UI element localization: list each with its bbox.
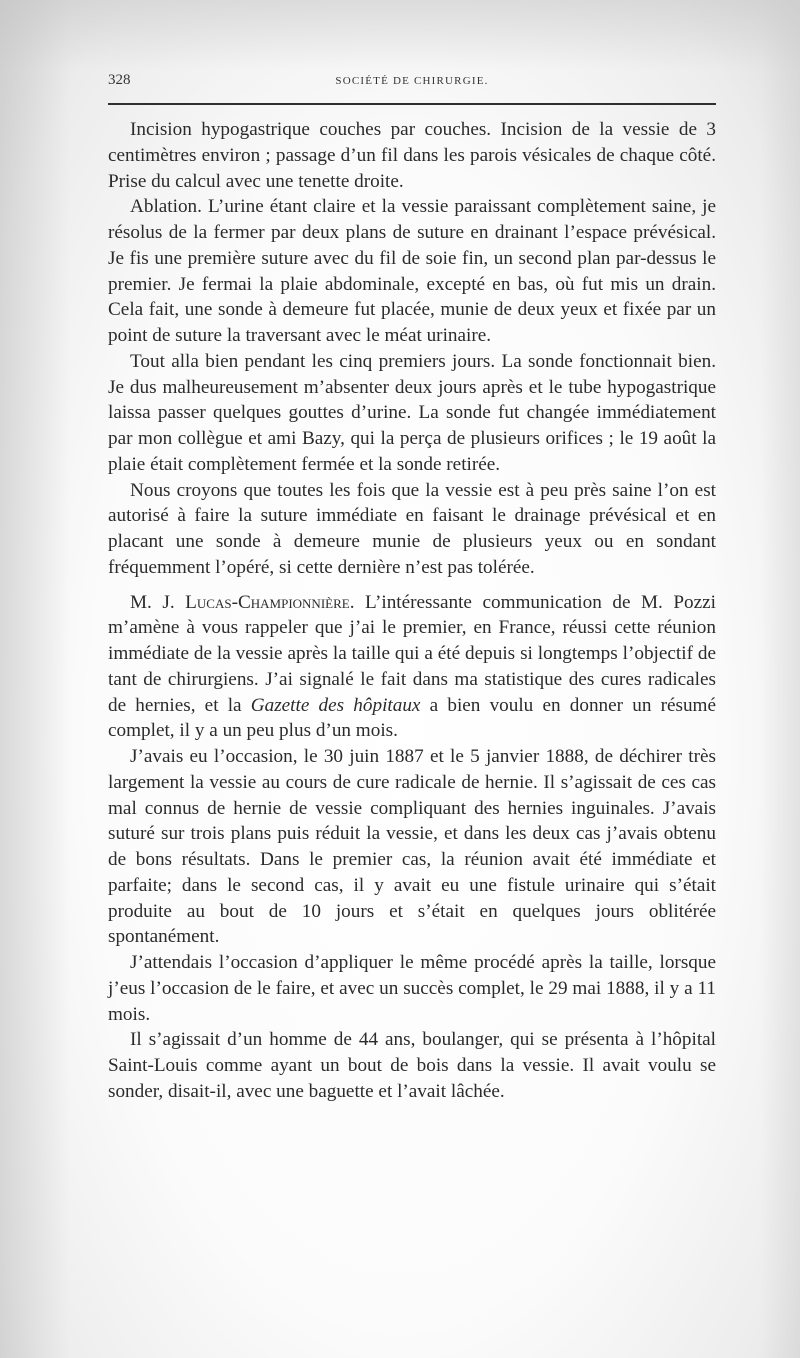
page-number: 328 [108,72,131,88]
page-shadow-right [760,0,800,1358]
page-shadow-top [0,0,800,70]
body-text [108,117,716,1105]
paragraph: J’attendais l’occasion d’appliquer le même procédé après la taille, lorsque j’eus l’occasion de le faire, et avec un succès complet, le 29 mai 1888, il y a 11 mois. [108,952,716,1025]
header-rule [108,103,716,105]
paragraph-text: a bien voulu en donner un résumé complet, il y a un peu plus d’un mois. [108,694,716,742]
paragraph-speaker [108,590,716,745]
speaker-name: M. J. Lucas-Championnière. [130,591,355,613]
running-title: SOCIÉTÉ DE CHIRURGIE. [335,75,489,87]
paragraph: J’avais eu l’occasion, le 30 juin 1887 et le 5 janvier 1888, de déchirer très largement la vessie au cours de cure radicale de hernie. Il s’agissait de ces cas mal connus de hernie de vessie compliquant des hernies inguinales. J’avais suturé sur trois plans puis réduit la vessie, et dans les deux cas j’avais obtenu de bons résultats. Dans le premier cas, la réunion avait été immédiate et parfaite; dans le second cas, il y avait eu une fistule urinaire qui s’était produite au bout de 10 jours et s’était en quelques jours oblitérée spontanément. [108,746,716,948]
running-head [108,72,716,92]
paragraph: Ablation. L’urine étant claire et la vessie paraissant complètement saine, je résolus de la fermer par deux plans de suture en drainant l’espace prévésical. Je fis une première suture avec du fil de soie fin, un second plan par-dessus le premier. Je fermai la plaie abdominale, excepté en bas, où fut mis un drain. Cela fait, une sonde à demeure fut placée, munie de deux yeux et fixée par un point de suture la traversant avec le méat urinaire. [108,196,716,346]
paragraph: Incision hypogastrique couches par couches. Incision de la vessie de 3 centimètres environ ; passage d’un fil dans les parois vésicales de chaque côté. Prise du calcul avec une tenette droite. [108,119,716,192]
journal-title: Gazette des hôpitaux [250,694,421,716]
paragraph-text: L’intéressante communication de M. Pozzi m’amène à vous rappeler que j’ai le premier, en France, réussi cette réunion immédiate de la vessie après la taille qui a été depuis si longtemps l’objectif de tant de chirurgiens. J’ai signalé le fait dans ma statistique des cures radicales de hernies, et la [108,591,716,716]
paragraph: Tout alla bien pendant les cinq premiers jours. La sonde fonctionnait bien. Je dus malheureusement m’absenter deux jours après et le tube hypogastrique laissa passer quelques gouttes d’urine. La sonde fut changée immédiatement par mon collègue et ami Bazy, qui la perça de plusieurs orifices ; le 19 août la plaie était complètement fermée et la sonde retirée. [108,350,716,475]
paragraph: Il s’agissait d’un homme de 44 ans, boulanger, qui se présenta à l’hôpital Saint-Louis comme ayant un bout de bois dans la vessie. Il avait voulu se sonder, disait-il, avec une baguette et l’avait lâchée. [108,1029,716,1102]
paragraph: Nous croyons que toutes les fois que la vessie est à peu près saine l’on est autorisé à faire la suture immédiate en faisant le drainage prévésical et en placant une sonde à demeure munie de plusieurs yeux ou en sondant fréquemment l’opéré, si cette dernière n’est pas tolérée. [108,479,716,578]
page-shadow-left [0,0,70,1358]
